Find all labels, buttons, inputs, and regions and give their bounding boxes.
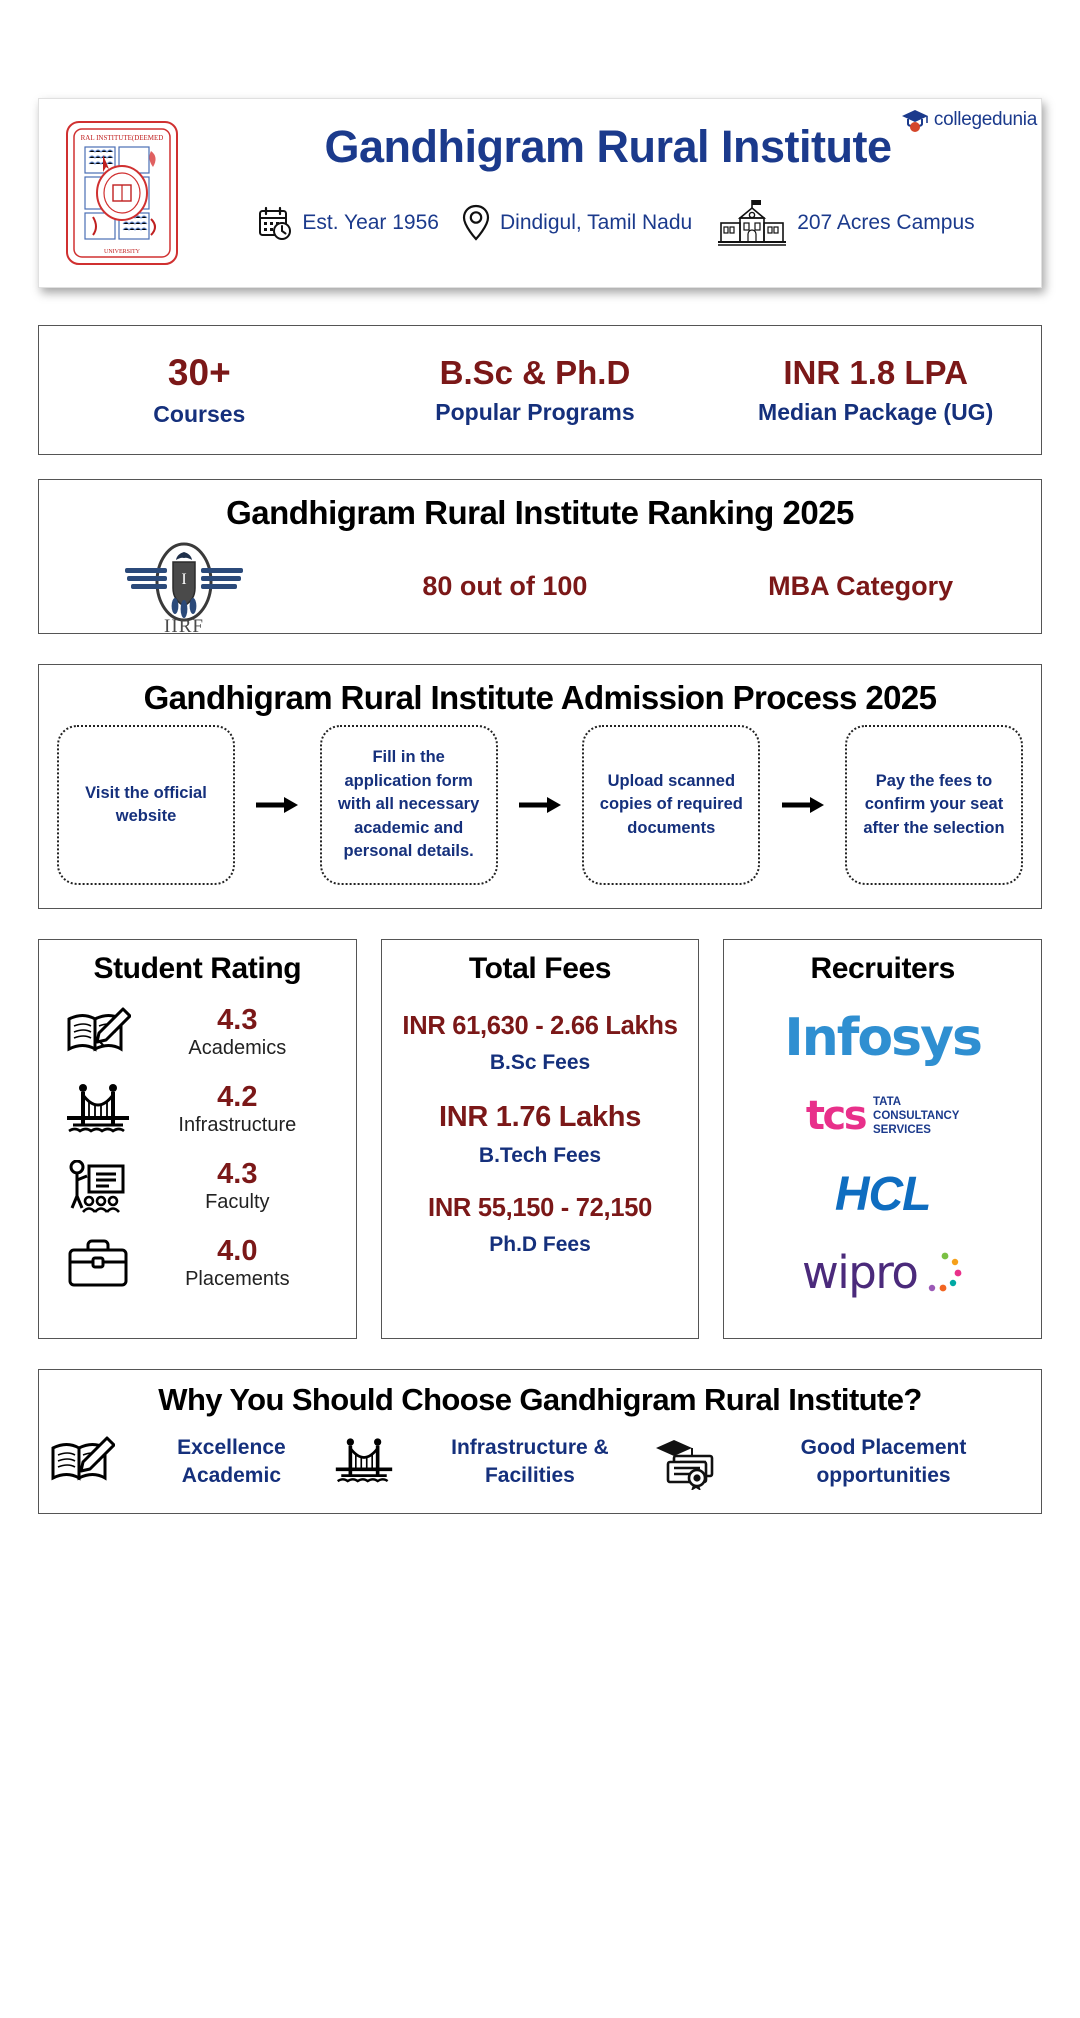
recruiters-card xyxy=(723,939,1042,1339)
meta-location-text: Dindigul, Tamil Nadu xyxy=(499,211,693,234)
why-item-placement xyxy=(652,1434,1031,1491)
fee-label: B.Tech Fees xyxy=(478,1144,602,1167)
page-title: Gandhigram Rural Institute xyxy=(324,121,892,172)
rating-row xyxy=(49,1071,346,1148)
rating-label: Infrastructure xyxy=(178,1113,297,1136)
iirf-eagle-logo-icon xyxy=(39,538,330,634)
why-choose-row xyxy=(49,1434,1031,1491)
recruiter-hcl xyxy=(835,1158,931,1230)
meta-campus-text: 207 Acres Campus xyxy=(797,211,975,234)
wipro-logo-icon xyxy=(802,1246,963,1299)
admission-process-card xyxy=(38,664,1042,909)
certificate-cap-icon xyxy=(652,1434,722,1490)
fees-list xyxy=(392,1012,689,1257)
arrow-right-icon xyxy=(254,794,300,816)
recruiter-wipro xyxy=(802,1236,963,1308)
admission-flow xyxy=(53,725,1027,885)
fee-item-phd xyxy=(392,1194,689,1257)
fee-value: INR 55,150 - 72,150 xyxy=(428,1194,652,1222)
key-stats-card xyxy=(38,325,1042,455)
admission-step-2 xyxy=(320,725,498,885)
ranking-title: Gandhigram Rural Institute Ranking 2025 xyxy=(226,494,854,531)
header-card xyxy=(38,98,1042,288)
meta-item-established xyxy=(257,205,439,241)
admission-step-3 xyxy=(582,725,760,885)
why-infrastructure-text: Infrastructure & Facilities xyxy=(451,1436,609,1488)
stat-package-label: Median Package (UG) xyxy=(758,398,994,425)
admission-step-1-text: Visit the official website xyxy=(85,783,207,825)
rating-list xyxy=(49,994,346,1302)
rating-label: Placements xyxy=(185,1267,290,1290)
tcs-logo-icon xyxy=(806,1093,960,1139)
graduation-cap-icon xyxy=(899,105,931,135)
student-rating-title: Student Rating xyxy=(93,952,302,985)
meta-item-campus xyxy=(716,199,974,247)
total-fees-title: Total Fees xyxy=(468,952,612,985)
student-rating-card xyxy=(38,939,357,1339)
admission-step-4 xyxy=(845,725,1023,885)
ranking-card xyxy=(38,479,1042,634)
bridge-icon xyxy=(61,1083,135,1137)
campus-building-icon xyxy=(716,199,788,247)
rating-value: 4.3 xyxy=(217,1157,258,1190)
briefcase-icon xyxy=(61,1238,135,1290)
collegedunia-label: collegedunia xyxy=(933,109,1037,130)
why-choose-card xyxy=(38,1369,1042,1514)
bridge-icon xyxy=(334,1437,394,1487)
stat-courses-label: Courses xyxy=(153,401,246,428)
stat-courses xyxy=(39,352,360,429)
why-item-academic xyxy=(49,1434,334,1491)
recruiters-list xyxy=(734,1002,1031,1308)
university-crest-icon xyxy=(63,119,181,267)
svg-text:IIRF: IIRF xyxy=(164,616,205,634)
header-meta-row xyxy=(257,199,974,247)
svg-text:RAL INSTITUTE(DEEMED: RAL INSTITUTE(DEEMED xyxy=(80,134,164,142)
fee-value: INR 61,630 - 2.66 Lakhs xyxy=(402,1012,678,1040)
total-fees-card xyxy=(381,939,700,1339)
admission-step-2-text: Fill in the application form with all necessary academic and personal details. xyxy=(338,748,480,861)
rating-row xyxy=(49,1225,346,1302)
infographic-page xyxy=(0,98,1080,2018)
three-column-section xyxy=(38,939,1042,1339)
admission-step-4-text: Pay the fees to confirm your seat after the selection xyxy=(863,771,1005,837)
recruiters-title: Recruiters xyxy=(810,952,955,985)
meta-item-location xyxy=(461,204,692,242)
admission-title: Gandhigram Rural Institute Admission Process 2025 xyxy=(143,679,937,716)
admission-step-1 xyxy=(57,725,235,885)
stat-courses-value: 30+ xyxy=(167,351,231,393)
teacher-board-icon xyxy=(61,1160,135,1214)
stat-programs-value: B.Sc & Ph.D xyxy=(439,354,631,392)
location-pin-icon xyxy=(461,204,491,242)
rating-value: 4.2 xyxy=(217,1080,258,1113)
why-choose-title: Why You Should Choose Gandhigram Rural Institute? xyxy=(158,1382,922,1417)
stat-package-value: INR 1.8 LPA xyxy=(783,354,968,392)
why-academic-text: Excellence Academic xyxy=(177,1436,286,1488)
wipro-dots-icon xyxy=(917,1249,963,1295)
arrow-right-icon xyxy=(517,794,563,816)
ranking-row xyxy=(39,538,1041,634)
tcs-subtitle: TATA CONSULTANCY SERVICES xyxy=(873,1095,960,1136)
fee-label: B.Sc Fees xyxy=(489,1051,591,1074)
tcs-wordmark: tcs xyxy=(805,1093,866,1139)
book-pencil-icon xyxy=(61,1007,135,1059)
why-item-infrastructure xyxy=(334,1434,652,1491)
rating-value: 4.0 xyxy=(217,1234,258,1267)
collegedunia-brand[interactable] xyxy=(899,105,1037,135)
book-pencil-icon xyxy=(49,1436,115,1488)
ranking-score: 80 out of 100 xyxy=(422,570,588,601)
stat-median-package xyxy=(710,354,1041,426)
calendar-icon xyxy=(257,205,293,241)
hcl-logo-icon: HCL xyxy=(834,1167,931,1221)
stat-popular-programs xyxy=(360,354,711,426)
admission-step-3-text: Upload scanned copies of required documents xyxy=(599,771,743,837)
recruiter-infosys xyxy=(784,1002,981,1074)
recruiter-tcs xyxy=(806,1080,960,1152)
rating-value: 4.3 xyxy=(217,1003,258,1036)
ranking-category: MBA Category xyxy=(768,570,954,601)
rating-row xyxy=(49,994,346,1071)
svg-text:UNIVERSITY: UNIVERSITY xyxy=(104,249,140,255)
arrow-right-icon xyxy=(780,794,826,816)
fee-value: INR 1.76 Lakhs xyxy=(438,1101,642,1133)
rating-label: Faculty xyxy=(205,1190,270,1213)
why-placement-text: Good Placement opportunities xyxy=(800,1436,967,1488)
fee-item-bsc xyxy=(392,1012,689,1075)
stat-programs-label: Popular Programs xyxy=(435,398,635,425)
meta-established-text: Est. Year 1956 xyxy=(302,211,439,234)
rating-row xyxy=(49,1148,346,1225)
svg-text:I: I xyxy=(181,571,187,588)
rating-label: Academics xyxy=(188,1036,287,1059)
infosys-logo-icon: Infosys xyxy=(784,1008,981,1068)
wipro-wordmark: wipro xyxy=(801,1245,918,1299)
fee-item-btech xyxy=(392,1101,689,1168)
fee-label: Ph.D Fees xyxy=(489,1233,591,1256)
